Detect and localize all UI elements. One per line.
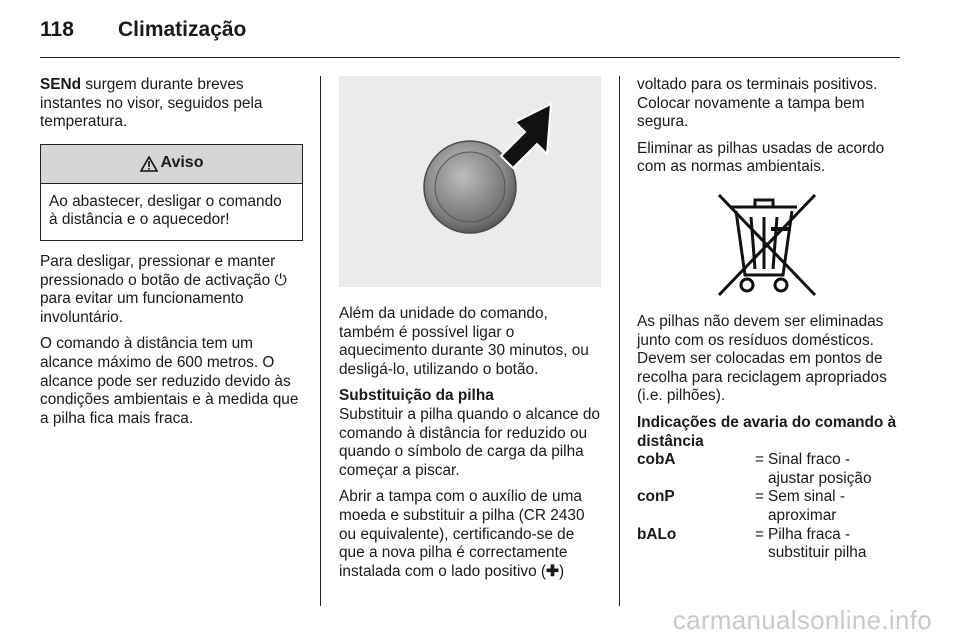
crossed-bin-icon bbox=[637, 187, 899, 299]
intro-paragraph: SENd surgem durante breves instantes no visor, seguidos pela temperatura. bbox=[40, 76, 263, 131]
fault-code-code: cobA bbox=[637, 451, 676, 469]
disposal-paragraph: Eliminar as pilhas usadas de acordo com as normas ambientais. bbox=[637, 139, 885, 176]
column-divider-1 bbox=[320, 76, 321, 606]
remote-button-illustration bbox=[339, 76, 601, 287]
fault-code-eq: = bbox=[755, 488, 764, 506]
battery-paragraph: Substituir a pilha quando o alcance do comando à distância for reduzido ou quando o símbolo de carga da pilha começar a piscar. bbox=[339, 405, 600, 479]
header-divider bbox=[40, 57, 900, 58]
power-icon: ⏻ bbox=[274, 271, 287, 289]
household-waste-paragraph: As pilhas não devem ser eliminadas junto com os resíduos domésticos. Devem ser colocadas em pontos de recolha para reciclagem apropriados (i.e. pilhões). bbox=[637, 312, 887, 405]
column-1 bbox=[40, 76, 303, 436]
fault-code-row bbox=[637, 488, 900, 525]
button-paragraph: Além da unidade do comando, também é possível ligar o aquecimento durante 30 minutos, ou desligá-lo, utilizando o botão. bbox=[339, 305, 589, 378]
power-off-paragraph: Para desligar, pressionar e manter pressionado o botão de activação ⏻ para evitar um funcionamento involuntário. bbox=[40, 252, 287, 326]
fault-code-code: conP bbox=[637, 488, 675, 506]
fault-code-table bbox=[637, 451, 900, 563]
remote-button-photo bbox=[339, 76, 601, 287]
cover-paragraph: voltado para os terminais positivos. Colocar novamente a tampa bem segura. bbox=[637, 76, 878, 131]
replace-paragraph: Abrir a tampa com o auxílio de uma moeda e substituir a pilha (CR 2430 ou equivalente), certificando-se de que a nova pilha é correctamente instalada com o lado positivo (✚) bbox=[339, 488, 585, 580]
warning-box bbox=[40, 144, 303, 241]
warning-text: Ao abastecer, desligar o comando à distância e o aquecedor! bbox=[49, 192, 282, 229]
range-paragraph: O comando à distância tem um alcance máximo de 600 metros. O alcance pode ser reduzido devido às condições ambientais e à medida que a pilha fica mais fraca. bbox=[40, 335, 299, 427]
warning-header bbox=[41, 145, 302, 184]
crossed-bin-figure bbox=[637, 187, 899, 299]
fault-code-desc: Pilha fraca - substituir pilha bbox=[768, 525, 867, 562]
fault-code-desc: Sem sinal - aproximar bbox=[768, 488, 845, 524]
fault-code-row bbox=[637, 526, 900, 563]
watermark: carmanualsonline.info bbox=[672, 605, 932, 635]
battery-subhead: Substituição da pilha bbox=[339, 387, 494, 405]
page-number: 118 bbox=[40, 18, 74, 41]
fault-code-row bbox=[637, 451, 900, 488]
intro-code: SENd bbox=[40, 76, 82, 93]
warning-triangle-icon bbox=[140, 156, 158, 172]
column-divider-2 bbox=[619, 76, 620, 606]
column-2 bbox=[339, 76, 601, 589]
fault-subhead: Indicações de avaria do comando à distância bbox=[637, 413, 897, 450]
column-3 bbox=[637, 76, 900, 563]
warning-title: Aviso bbox=[160, 154, 204, 172]
fault-code-eq: = bbox=[755, 525, 764, 543]
fault-code-desc: Sinal fraco - ajustar posição bbox=[768, 451, 872, 487]
fault-code-eq: = bbox=[755, 451, 764, 469]
plus-icon: ✚ bbox=[546, 562, 559, 580]
fault-code-code: bALo bbox=[637, 525, 677, 543]
page-header bbox=[40, 18, 900, 58]
chapter-title: Climatização bbox=[118, 18, 247, 41]
